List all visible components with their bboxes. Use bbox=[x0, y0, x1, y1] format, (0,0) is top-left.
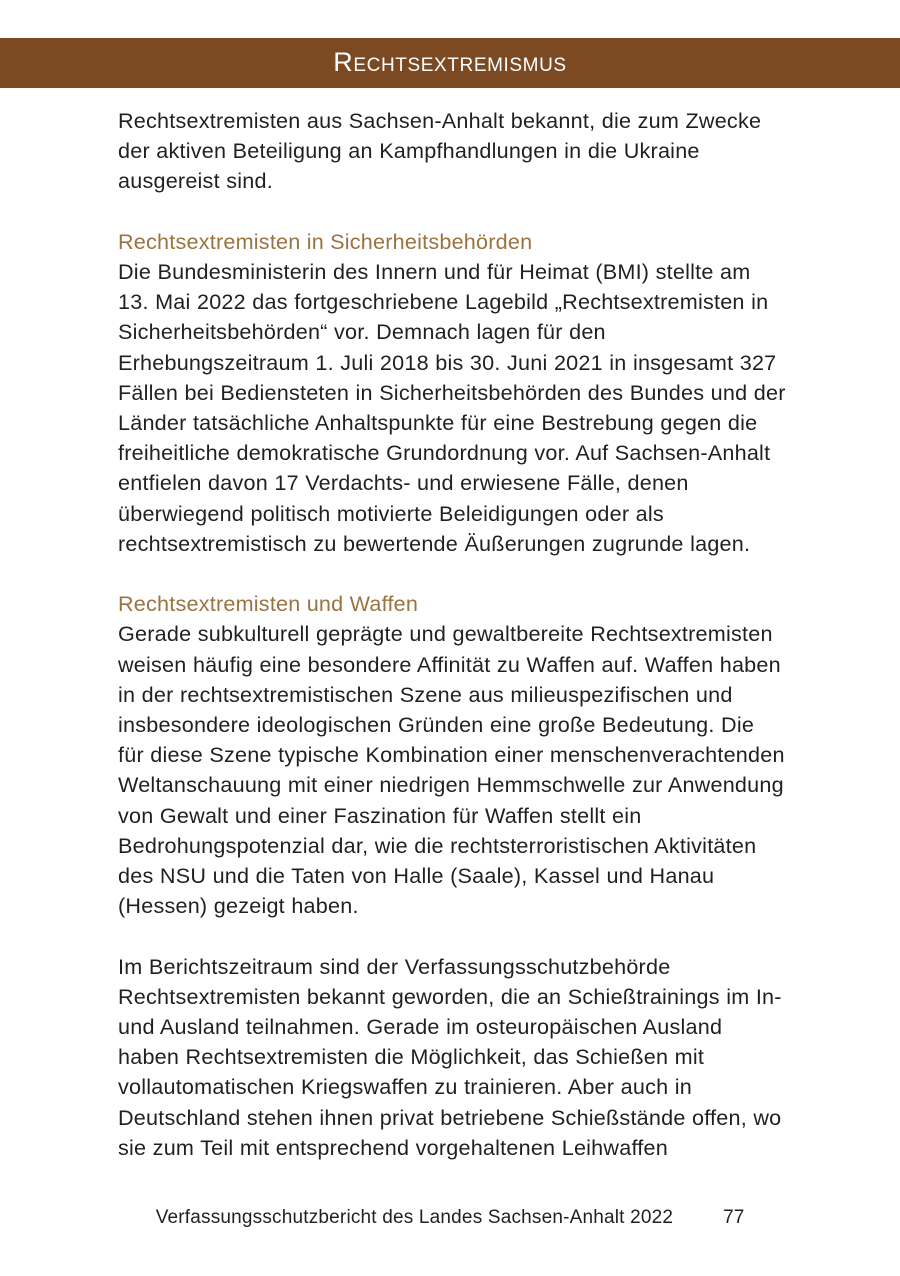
paragraph-ukraine-ausreise: Rechtsextremisten aus Sachsen-Anhalt bekannt, die zum Zwecke der aktiven Beteiligung an Kampfhandlungen in die Ukraine ausgereist sind. bbox=[118, 108, 762, 194]
paragraph-waffen-affinitaet: Gerade subkulturell geprägte und gewaltbereite Rechtsextremisten weisen häufig eine besondere Affinität zu Waffen auf. Waffen haben in der rechtsextremistischen Szene aus milieuspezifischen und insbesondere ideologischen Gründen eine große Bedeutung. Die für diese Szene typische Kombination einer menschenverachtenden Weltanschauung mit einer niedrigen Hemmschwelle zur Anwendung von Gewalt und einer Faszination für Waffen stellt ein Bedrohungspotenzial dar, wie die rechtsterroristischen Aktivitäten des NSU und die Taten von Halle (Saale), Kassel und Hanau (Hessen) gezeigt haben. bbox=[118, 621, 785, 919]
page-footer bbox=[0, 1208, 900, 1227]
paragraph-sicherheitsbehoerden: Die Bundesministerin des Innern und für Heimat (BMI) stellte am 13. Mai 2022 das fortgeschriebene Lagebild „Rechtsextremisten in Sicherheitsbehörden“ vor. Demnach lagen für den Erhebungszeitraum 1. Juli 2018 bis 30. Juni 2021 in insgesamt 327 Fällen bei Bediensteten in Sicherheitsbehörden des Bundes und der Länder tatsächliche Anhaltspunkte für eine Bestrebung gegen die freiheitliche demokratische Grundordnung vor. Auf Sachsen-Anhalt entfielen davon 17 Verdachts- und erwiesene Fälle, denen überwiegend politisch motivierte Beleidigungen oder als rechtsextremistisch zu bewertende Äußerungen zugrunde lagen. bbox=[118, 259, 786, 556]
page-body-column bbox=[118, 106, 786, 1163]
page-header-band bbox=[0, 38, 900, 88]
footer-report-title: Verfassungsschutzbericht des Landes Sachsen-Anhalt 2022 bbox=[155, 1207, 674, 1228]
heading-sicherheitsbehoerden: Rechtsextremisten in Sicherheitsbehörden bbox=[118, 228, 533, 254]
page-header-title: Rechtsextremismus bbox=[333, 46, 567, 77]
heading-waffen: Rechtsextremisten und Waffen bbox=[118, 591, 419, 617]
paragraph-schiesstrainings: Im Berichtszeitraum sind der Verfassungsschutzbehörde Rechtsextremisten bekannt geworden, die an Schießtrainings im In- und Ausland teilnahmen. Gerade im osteuropäischen Ausland haben Rechtsextremisten die Möglichkeit, das Schießen mit vollautomatischen Kriegswaffen zu trainieren. Aber auch in Deutschland stehen ihnen privat betriebene Schießstände offen, wo sie zum Teil mit entsprechend vorgehaltenen Leihwaffen bbox=[118, 953, 782, 1160]
footer-page-number: 77 bbox=[723, 1207, 745, 1228]
